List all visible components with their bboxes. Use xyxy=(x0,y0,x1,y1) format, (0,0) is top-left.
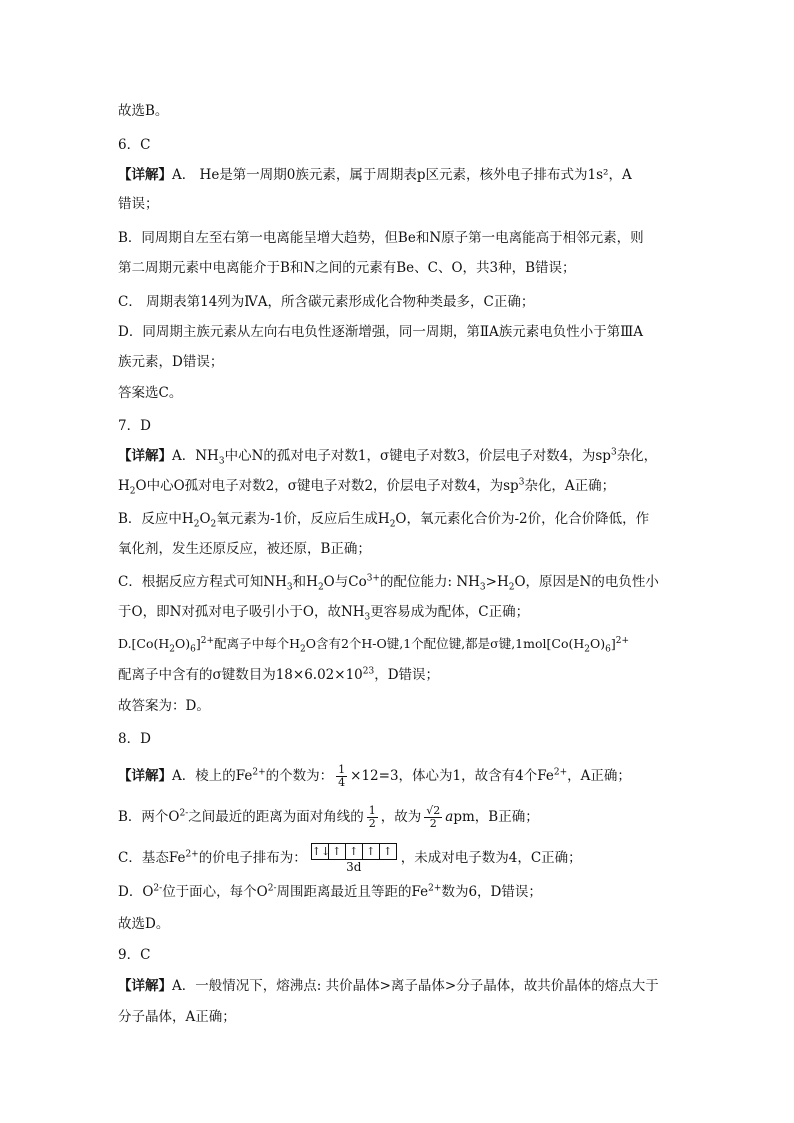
subscript: 3 xyxy=(479,582,486,593)
detail-tag: 【详解】 xyxy=(118,978,172,994)
text: 更容易成为配体，C正确； xyxy=(370,604,530,620)
answer-line: 故选B。 xyxy=(118,103,169,119)
text: pm，B正确； xyxy=(453,809,539,825)
q8-line xyxy=(118,882,542,902)
text: ，故为 xyxy=(380,809,422,825)
text: 杂化， xyxy=(616,448,658,464)
text: ，A正确； xyxy=(567,768,631,784)
fraction: $\frac{√2}{2}$ xyxy=(426,804,441,830)
q8-line xyxy=(118,802,539,832)
text: D．O xyxy=(118,884,154,900)
subscript: 2 xyxy=(210,519,217,530)
orbital-box: ↑ xyxy=(346,844,363,859)
text: A．棱上的Fe xyxy=(172,768,253,784)
superscript: 3+ xyxy=(366,573,380,584)
q6-line: C． 周期表第14列为ⅣA，所含碳元素形成化合物种类最多，C正确； xyxy=(118,294,535,310)
q6-line: B．同周期自左至右第一电离能呈增大趋势，但Be和N原子第一电离能高于相邻元素，则 xyxy=(118,230,644,246)
q7-detail-a xyxy=(118,446,657,466)
text: 氧元素为-1价，反应后生成H xyxy=(216,511,390,527)
text: D.[Co(H xyxy=(118,636,170,651)
text: 的配位能力: NH xyxy=(379,574,480,590)
superscript: 2- xyxy=(153,883,163,894)
text: 杂化，A正确； xyxy=(524,478,616,494)
orbital-box: ↑ xyxy=(363,844,380,859)
orbital-box: ↑ xyxy=(383,845,393,858)
text: O) xyxy=(590,636,606,651)
fraction: $\frac{1}{4}$ xyxy=(338,763,346,789)
subscript: 2 xyxy=(129,486,136,497)
subscript: 2 xyxy=(317,582,324,593)
superscript: 2+ xyxy=(615,635,630,646)
subscript: 3 xyxy=(364,612,371,623)
text: O，氧元素化合价为-2价，化合价降低，作 xyxy=(395,511,650,527)
superscript: 2- xyxy=(267,883,277,894)
text: 位于面心，每个O xyxy=(162,884,268,900)
orbital-box: ↑ xyxy=(329,844,346,859)
subscript: 2 xyxy=(508,582,515,593)
subscript: 6 xyxy=(190,644,196,655)
subscript: 2 xyxy=(169,644,176,655)
superscript: 3 xyxy=(610,447,617,458)
text: ] xyxy=(610,636,616,651)
subscript: 2 xyxy=(193,519,200,530)
text: C．基态Fe xyxy=(118,850,186,866)
subscript: 6 xyxy=(605,644,611,655)
text: 配离子中每个H xyxy=(214,636,300,651)
q8-line xyxy=(118,840,582,876)
superscript: 2+ xyxy=(200,635,215,646)
detail-tag: 【详解】 xyxy=(118,768,172,784)
text: A．NH xyxy=(172,448,219,464)
q7-line xyxy=(118,509,649,529)
subscript: 2 xyxy=(389,519,396,530)
question-9-label: 9．C xyxy=(118,947,151,963)
q7-line xyxy=(118,602,529,622)
variable: a xyxy=(445,809,454,825)
answer-line: 故选D。 xyxy=(118,916,170,932)
q7-line xyxy=(118,476,615,496)
text: C．根据反应方程式可知NH xyxy=(118,574,287,590)
superscript: 2+ xyxy=(252,767,266,778)
q6-text: A． He是第一周期0族元素，属于周期表p区元素，核外电子排布式为1s²，A xyxy=(172,167,632,183)
q9-line: 分子晶体，A正确； xyxy=(118,1009,236,1025)
text: A．一般情况下，熔沸点: 共价晶体>离子晶体>分子晶体，故共价晶体的熔点大于 xyxy=(172,978,659,994)
subscript: 3 xyxy=(286,582,293,593)
superscript: 2+ xyxy=(553,767,568,778)
text: ，未成对电子数为4，C正确； xyxy=(400,850,582,866)
q7-line xyxy=(118,634,629,654)
detail-tag: 【详解】 xyxy=(118,167,172,183)
orbital-diagram xyxy=(311,843,397,874)
superscript: 2- xyxy=(179,808,189,819)
subscript: 2 xyxy=(584,644,590,655)
text: O xyxy=(199,511,211,527)
text: 于O，即N对孤对电子吸引小于O，故NH xyxy=(118,604,365,620)
q7-line xyxy=(118,665,439,685)
q7-line xyxy=(118,572,659,592)
text: H xyxy=(118,478,130,494)
text: O中心O孤对电子对数2，σ键电子对数2，价层电子对数4，为sp xyxy=(135,478,519,494)
text: ×12=3，体心为1，故含有4个Fe xyxy=(350,768,554,784)
text: B．反应中H xyxy=(118,511,194,527)
text: 周围距离最近且等距的Fe xyxy=(276,884,429,900)
orbital-box: ↑↓ xyxy=(311,845,331,858)
q6-line: 第二周期元素中电离能介于B和N之间的元素有Be、C、O，共3种，B错误； xyxy=(118,260,576,276)
superscript: 2+ xyxy=(185,849,199,860)
text: ，D错误； xyxy=(374,667,440,683)
detail-tag: 【详解】 xyxy=(118,448,172,464)
text: 中心N的孤对电子对数1，σ键电子对数3，价层电子对数4，为sp xyxy=(224,448,611,464)
q6-line: D．同周期主族元素从左向右电负性逐渐增强，同一周期，第ⅡA族元素电负性小于第ⅢA xyxy=(118,324,644,340)
subscript: 2 xyxy=(299,644,306,655)
orbital-label: 3d xyxy=(346,860,362,874)
q6-line: 族元素，D错误； xyxy=(118,354,224,370)
text: O含有2个H-O键,1个配位键,都是σ键,1mol[Co(H xyxy=(305,636,585,651)
subscript: 3 xyxy=(218,456,225,467)
superscript: 3 xyxy=(518,477,525,488)
text: O) xyxy=(175,636,191,651)
q8-detail-a xyxy=(118,763,631,789)
text: 的个数为： xyxy=(265,768,334,784)
text: 和H xyxy=(292,574,318,590)
fraction: $\frac{1}{2}$ xyxy=(368,804,376,830)
text: 之间最近的距离为面对角线的 xyxy=(188,809,364,825)
question-8-label: 8．D xyxy=(118,731,151,747)
text: ] xyxy=(195,636,201,651)
q9-detail-a xyxy=(118,976,659,996)
text: 的价电子排布为： xyxy=(198,850,307,866)
text: O，原因是N的电负性小 xyxy=(514,574,659,590)
q7-line: 氧化剂，发生还原反应，被还原，B正确； xyxy=(118,541,371,557)
superscript: 23 xyxy=(362,666,375,677)
question-6-label: 6．C xyxy=(118,137,151,153)
superscript: 2+ xyxy=(428,883,442,894)
q6-detail-a xyxy=(118,165,632,185)
text: 数为6，D错误； xyxy=(441,884,542,900)
q6-line: 错误； xyxy=(118,196,159,212)
answer-line: 答案选C。 xyxy=(118,385,183,401)
text: O与Co xyxy=(323,574,367,590)
answer-line: 故答案为：D。 xyxy=(118,698,210,714)
question-7-label: 7．D xyxy=(118,418,151,434)
text: 配离子中含有的σ键数目为18×6.02×10 xyxy=(118,667,363,683)
text: B．两个O xyxy=(118,809,180,825)
text: >H xyxy=(485,574,509,590)
